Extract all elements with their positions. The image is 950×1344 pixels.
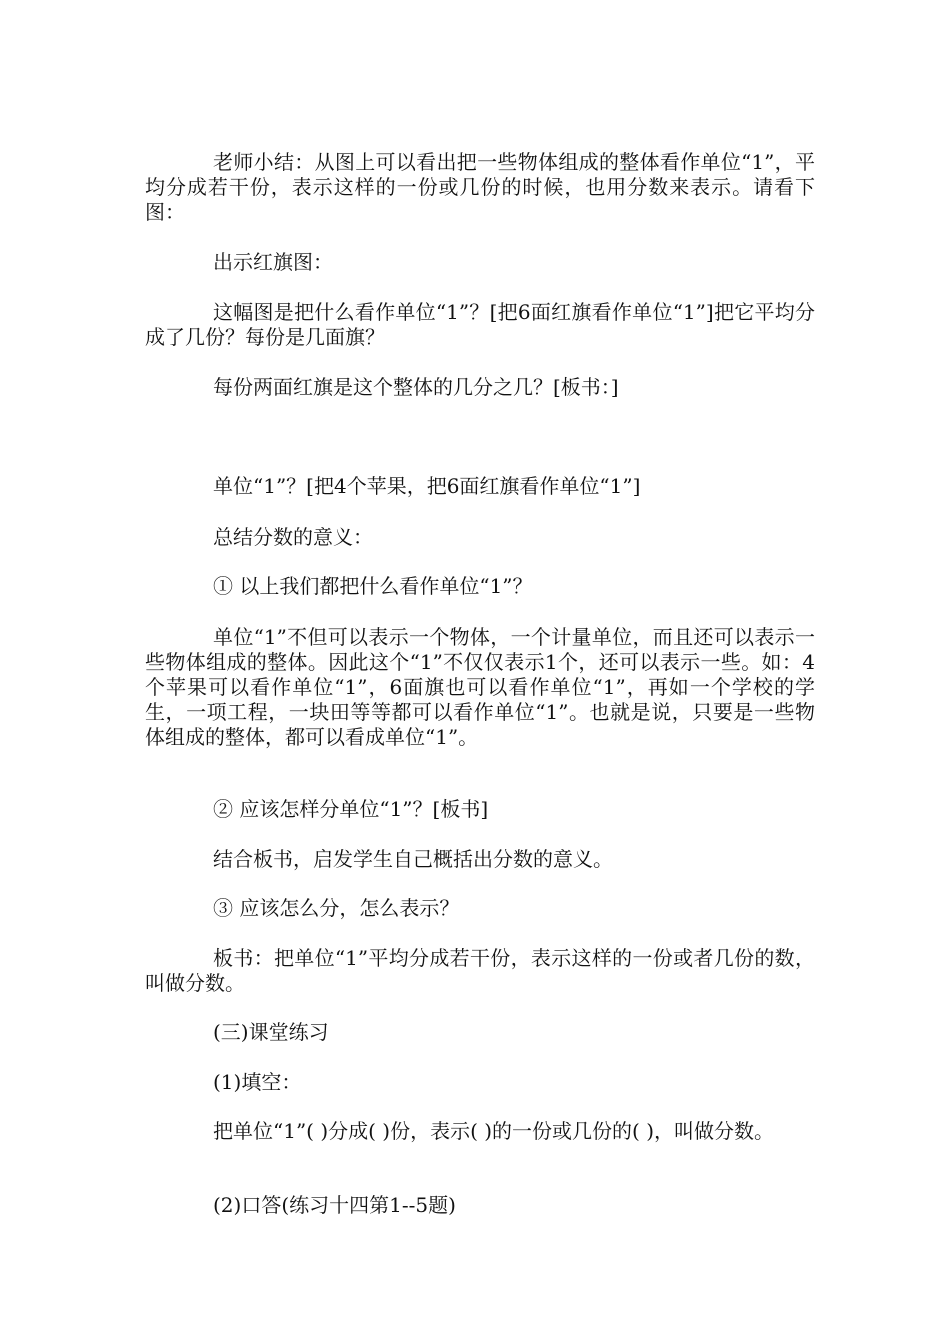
- paragraph-point-2: ② 应该怎样分单位“1”？[板书]: [213, 797, 489, 821]
- paragraph-fill-blank-heading: (1)填空：: [213, 1070, 302, 1094]
- paragraph-blackboard-hint: 结合板书，启发学生自己概括出分数的意义。: [213, 847, 613, 871]
- paragraph-unit-one-explanation: 单位“1”不但可以表示一个物体，一个计量单位，而且还可以表示一些物体组成的整体。因此这个“1”不仅仅表示1个，还可以表示一些。如：4个苹果可以看作单位“1”，6面旗也可以看作单位“1”，再如一个学校的学生，一项工程，一块田等等都可以看作单位“1”。也就是说，只要是一些物体组成的整体，都可以看成单位“1”。: [145, 625, 815, 749]
- paragraph-fraction-question: 每份两面红旗是这个整体的几分之几？[板书：]: [213, 375, 619, 399]
- paragraph-point-1: ① 以上我们都把什么看作单位“1”？: [213, 574, 533, 598]
- paragraph-show-flag-image: 出示红旗图：: [213, 250, 333, 274]
- paragraph-teacher-summary: 老师小结：从图上可以看出把一些物体组成的整体看作单位“1”，平均分成若干份，表示这样的一份或几份的时候，也用分数来表示。请看下图：: [145, 150, 815, 224]
- paragraph-fill-blank-exercise: 把单位“1”( )分成( )份，表示( )的一份或几份的( )，叫做分数。: [213, 1119, 775, 1143]
- paragraph-flag-question: 这幅图是把什么看作单位“1”？[把6面红旗看作单位“1”]把它平均分成了几份？每份是几面旗？: [145, 300, 815, 349]
- paragraph-section-practice: (三)课堂练习: [213, 1020, 329, 1044]
- paragraph-unit-one-question: 单位“1”？[把4个苹果，把6面红旗看作单位“1”]: [213, 474, 641, 498]
- paragraph-oral-answer: (2)口答(练习十四第1--5题): [213, 1193, 456, 1217]
- paragraph-point-3: ③ 应该怎么分，怎么表示？: [213, 896, 460, 920]
- paragraph-summary-heading: 总结分数的意义：: [213, 525, 373, 549]
- paragraph-fraction-definition: 板书：把单位“1”平均分成若干份，表示这样的一份或者几份的数，叫做分数。: [145, 946, 815, 995]
